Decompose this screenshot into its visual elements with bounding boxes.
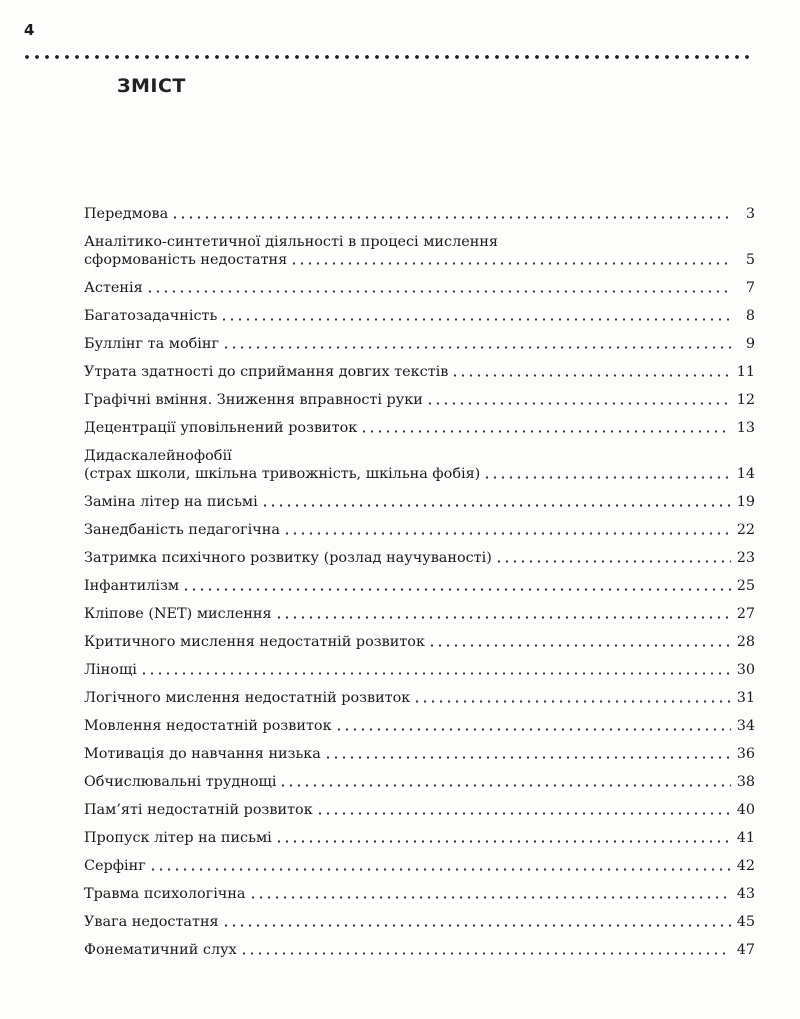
toc-entry-page: 47: [736, 942, 755, 958]
toc-entry-title: Пропуск літер на письмі: [84, 830, 272, 846]
toc-entry[interactable]: [84, 773, 755, 791]
toc-entry[interactable]: [84, 363, 755, 381]
toc-entry[interactable]: [84, 885, 755, 903]
toc-entry-title: Децентрації уповільнений розвиток: [84, 420, 358, 436]
dot-leader: [171, 216, 733, 219]
dot-leader: [149, 868, 731, 871]
dot-leader: [220, 318, 733, 321]
toc-entry-page: 8: [745, 308, 755, 324]
dot-leader: [222, 924, 731, 927]
toc-entry-page: 9: [745, 336, 755, 352]
toc-entry-title: Мотивація до навчання низька: [84, 746, 321, 762]
toc-entry-title: Серфінг: [84, 858, 146, 874]
toc-entry-title: Лінощі: [84, 662, 137, 678]
toc-entry-title: Обчислювальні труднощі: [84, 774, 277, 790]
toc-entry-title: Увага недостатня: [84, 914, 219, 930]
dot-leader: [261, 504, 731, 507]
toc-entry-page: 28: [736, 634, 755, 650]
dot-leader: [146, 290, 733, 293]
toc-entry-page: 38: [736, 774, 755, 790]
toc-entry[interactable]: [84, 391, 755, 409]
dot-leader: [279, 784, 730, 787]
toc-entry-title: Критичного мислення недостатній розвиток: [84, 634, 425, 650]
dot-leader: [316, 812, 731, 815]
toc-entry[interactable]: [84, 717, 755, 735]
toc-entry[interactable]: [84, 447, 755, 483]
dot-leader: [324, 756, 731, 759]
toc-entry-title-line1: Аналітико-синтетичної діяльності в процесі мислення: [84, 234, 498, 250]
toc-entry-page: 7: [745, 280, 755, 296]
dot-leader: [495, 560, 731, 563]
toc-entry-page: 13: [736, 420, 755, 436]
toc-entry-title: Фонематичний слух: [84, 942, 237, 958]
toc-entry[interactable]: [84, 661, 755, 679]
toc-entry[interactable]: [84, 521, 755, 539]
toc-entry[interactable]: [84, 745, 755, 763]
dot-leader: [360, 430, 730, 433]
toc-entry-title: сформованість недостатня: [84, 252, 288, 268]
toc-entry[interactable]: [84, 913, 755, 931]
toc-entry[interactable]: [84, 307, 755, 325]
toc-entry[interactable]: [84, 829, 755, 847]
toc-entry-page: 12: [736, 392, 755, 408]
toc-entry-title: Буллінг та мобінг: [84, 336, 220, 352]
dot-leader: [222, 346, 733, 349]
toc-entry[interactable]: [84, 205, 755, 223]
toc-entry-page: 36: [736, 746, 755, 762]
toc-entry-title: Затримка психічного розвитку (розлад научуваності): [84, 550, 492, 566]
dot-leader: [451, 374, 730, 377]
toc-entry[interactable]: [84, 549, 755, 567]
toc-entry[interactable]: [84, 689, 755, 707]
dotted-divider: [22, 54, 755, 60]
dot-leader: [426, 402, 731, 405]
toc-entry-title: Мовлення недостатній розвиток: [84, 718, 332, 734]
toc-entry-title: Логічного мислення недостатній розвиток: [84, 690, 411, 706]
toc-entry-page: 40: [736, 802, 755, 818]
toc-entry-title: Багатозадачність: [84, 308, 218, 324]
toc-entry-title: Занедбаність педагогічна: [84, 522, 280, 538]
toc-entry-title: Утрата здатності до сприймання довгих текстів: [84, 364, 449, 380]
toc-entry-page: 11: [736, 364, 755, 380]
toc-entry[interactable]: [84, 279, 755, 297]
page-title: ЗМІСТ: [117, 75, 186, 97]
dot-leader: [335, 728, 731, 731]
toc-entry-title: Графічні вміння. Зниження вправності руки: [84, 392, 423, 408]
toc-entry[interactable]: [84, 493, 755, 511]
dot-leader: [483, 476, 730, 479]
toc-entry-title: Травма психологічна: [84, 886, 246, 902]
toc-entry-page: 14: [736, 466, 755, 482]
toc-entry[interactable]: [84, 605, 755, 623]
toc-entry-page: 22: [736, 522, 755, 538]
dot-leader: [240, 952, 731, 955]
toc-entry-page: 23: [736, 550, 755, 566]
dot-leader: [413, 700, 730, 703]
toc-entry-title-line1: Дидаскалейнофобії: [84, 448, 232, 464]
toc-entry-page: 45: [736, 914, 755, 930]
dot-leader: [283, 532, 731, 535]
dot-leader: [275, 840, 731, 843]
toc-entry[interactable]: [84, 941, 755, 959]
toc-entry-page: 31: [736, 690, 755, 706]
toc-entry-page: 3: [745, 206, 755, 222]
toc-entry-title: Заміна літер на письмі: [84, 494, 258, 510]
dot-leader: [428, 644, 731, 647]
toc-entry[interactable]: [84, 801, 755, 819]
page-number: 4: [24, 21, 35, 39]
toc-entry-title: Кліпове (NET) мислення: [84, 606, 272, 622]
toc-entry-page: 42: [736, 858, 755, 874]
toc-entry[interactable]: [84, 857, 755, 875]
toc-entry[interactable]: [84, 233, 755, 269]
toc-entry[interactable]: [84, 577, 755, 595]
toc-entry-title: Пам’яті недостатній розвиток: [84, 802, 313, 818]
toc-entry-title: Інфантилізм: [84, 578, 180, 594]
dot-leader: [290, 262, 733, 265]
toc-entry[interactable]: [84, 335, 755, 353]
toc-entry[interactable]: [84, 633, 755, 651]
toc-entry-page: 34: [736, 718, 755, 734]
toc-entry-page: 19: [736, 494, 755, 510]
dot-leader: [140, 672, 731, 675]
toc-entry-page: 25: [736, 578, 755, 594]
toc-entry-title: Астенія: [84, 280, 143, 296]
toc-entry-title: Передмова: [84, 206, 169, 222]
toc-entry[interactable]: [84, 419, 755, 437]
toc-entry-title: (страх школи, шкільна тривожність, шкільна фобія): [84, 466, 481, 482]
toc-entry-page: 43: [736, 886, 755, 902]
toc-entry-page: 5: [745, 252, 755, 268]
dot-leader: [249, 896, 731, 899]
toc-entry-page: 41: [736, 830, 755, 846]
table-of-contents: [84, 205, 755, 969]
toc-entry-page: 27: [736, 606, 755, 622]
toc-entry-page: 30: [736, 662, 755, 678]
dot-leader: [275, 616, 731, 619]
dot-leader: [182, 588, 731, 591]
